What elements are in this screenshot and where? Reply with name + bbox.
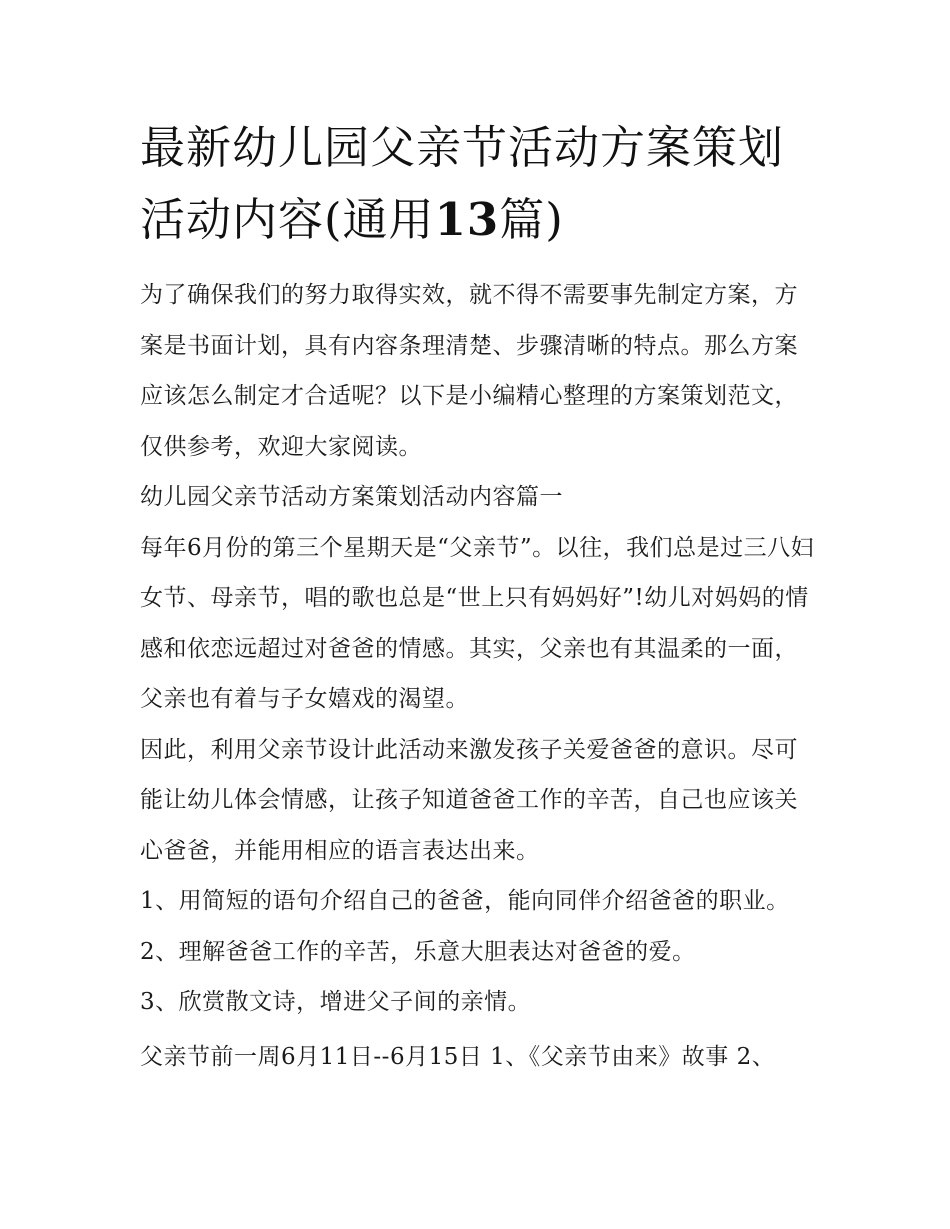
title-number: 13	[434, 193, 500, 246]
intro-paragraph: 为了确保我们的努力取得实效，就不得不需要事先制定方案，方案是书面计划，具有内容条理清楚、步骤清晰的特点。那么方案应该怎么制定才合适呢？以下是小编精心整理的方案策划范文，仅供参考，欢迎大家阅读。	[140, 282, 798, 460]
title-suffix: 篇)	[499, 193, 564, 246]
document-body	[140, 112, 816, 1082]
goal-list-item: 1、用简短的语句介绍自己的爸爸，能向同伴介绍爸爸的职业。 2、理解爸爸工作的辛苦，乐意大胆表达对爸爸的爱。	[140, 888, 790, 965]
goal-list-item: 3、欣赏散文诗，增进父子间的亲情。	[140, 989, 532, 1015]
purpose-paragraph: 因此，利用父亲节设计此活动来激发孩子关爱爸爸的意识。尽可能让幼儿体会情感，让孩子知道爸爸工作的辛苦，自己也应该关心爸爸，并能用相应的语言表达出来。	[140, 736, 798, 864]
schedule-paragraph: 父亲节前一周6月11日--6月15日 1、《父亲节由来》故事 2、	[140, 1043, 776, 1070]
document-title	[140, 112, 816, 256]
section-heading: 幼儿园父亲节活动方案策划活动内容篇一	[140, 484, 563, 510]
title-text: 最新幼儿园父亲节活动方案策划活动内容(通用	[140, 121, 785, 246]
background-paragraph: 每年6月份的第三个星期天是“父亲节”。以往，我们总是过三八妇女节、母亲节，唱的歌也总是“世上只有妈妈好”!幼儿对妈妈的情感和依恋远超过对爸爸的情感。其实，父亲也有其温柔的一面，父亲也有着与子女嬉戏的渴望。	[140, 534, 815, 712]
